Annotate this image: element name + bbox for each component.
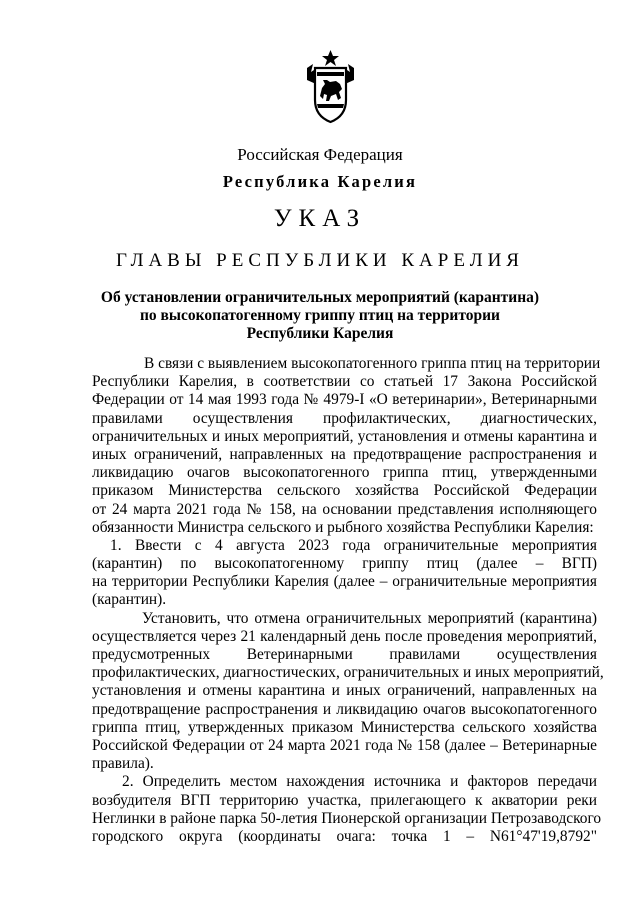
body-line: предусмотренных Ветеринарными правилами осуществления [92, 646, 597, 663]
body-line: осуществляется через 21 календарный день после проведения мероприятий, [92, 627, 597, 645]
body-line: гриппа птиц, утвержденных приказом Министерства сельского хозяйства [92, 718, 597, 736]
body-line: приказом Министерства сельского хозяйства Российской Федерации [92, 482, 597, 500]
federation-label: Российская Федерация [237, 145, 403, 164]
republic-label: Республика Карелия [222, 172, 418, 191]
body-line: Федерации от 14 мая 1993 года № 4979-I «О ветеринарии», Ветеринарными [92, 391, 597, 409]
body-line: иных ограничений, направленных на предотвращение распространения и [92, 445, 597, 463]
body-line: ликвидацию очагов высокопатогенного гриппа птиц, утвержденными [92, 464, 597, 482]
body-line: ограничительных и иных мероприятий, установления и отмены карантина и [92, 427, 597, 445]
body-line: Установить, что отмена ограничительных мероприятий (карантина) [142, 609, 597, 627]
body-line: 2. Определить местом нахождения источника и факторов передачи [122, 773, 597, 791]
decree-heading: УКАЗ [273, 205, 367, 232]
body-line: (карантин). [92, 591, 167, 609]
body-line: 1. Ввести с 4 августа 2023 года ограничительные мероприятия [110, 536, 597, 554]
karelia-coat-of-arms-icon [303, 50, 358, 124]
title-line: Республики Карелия [246, 325, 394, 342]
body-line: предотвращение распространения и ликвидацию очагов высокопатогенного [92, 700, 597, 718]
decree-body [92, 355, 604, 846]
body-line: профилактических, диагностических, ограничительных и иных мероприятий, [92, 664, 604, 682]
title-line: по высокопатогенному гриппу птиц на территории [139, 307, 500, 324]
body-line: от 24 марта 2021 года № 158, на основании представления исполняющего [92, 500, 597, 518]
body-line: возбудителя ВГП территорию участка, прилегающего к акватории реки [92, 791, 597, 809]
title-line: Об установлении ограничительных мероприятий (карантина) [100, 289, 540, 306]
body-line: городского округа (координаты очага: точка 1 – N61°47'19,8792" [92, 827, 597, 845]
body-line: (карантин) по высокопатогенному гриппу птиц (далее – ВГП) [92, 555, 597, 573]
body-line: Республики Карелия, в соответствии со статьей 17 Закона Российской [92, 373, 597, 391]
body-line: правила). [92, 755, 154, 773]
body-line: В связи с выявлением высокопатогенного гриппа птиц на территории [144, 355, 601, 372]
body-line: установления и отмены карантина и иных ограничений, направленных на [92, 682, 597, 700]
head-of-republic-heading: ГЛАВЫ РЕСПУБЛИКИ КАРЕЛИЯ [116, 250, 524, 271]
body-line: правилами осуществления профилактических, диагностических, [92, 409, 597, 427]
body-line: обязанности Министра сельского и рыбного хозяйства Республики Карелия: [92, 518, 594, 536]
decree-title [60, 289, 580, 343]
body-line: Неглинки в районе парка 50-летия Пионерской организации Петрозаводского [92, 809, 602, 827]
body-line: на территории Республики Карелия (далее – ограничительные мероприятия [92, 573, 597, 591]
body-line: Российской Федерации от 24 марта 2021 года № 158 (далее – Ветеринарные [92, 736, 597, 754]
